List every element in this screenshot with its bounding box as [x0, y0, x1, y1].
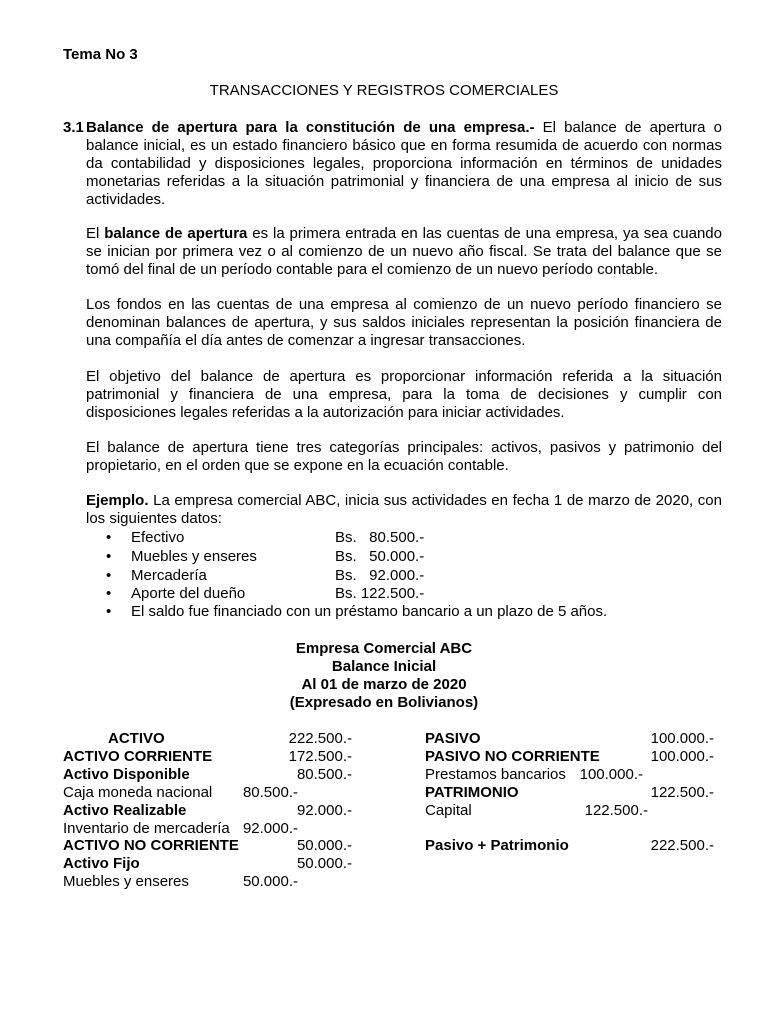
topic-label: Tema No 3 — [63, 46, 138, 63]
balance-date: Al 01 de marzo de 2020 — [301, 676, 467, 693]
balance-company-name: Empresa Comercial ABC — [295, 640, 473, 657]
inventario-value: 92.000.- — [242, 820, 298, 837]
pasivo-no-corriente-total: 100.000.- — [650, 748, 714, 765]
list-item — [106, 548, 726, 566]
p4-line-1: El objetivo del balance de apertura es proporcionar información referida a la situación — [86, 368, 722, 385]
section-paragraph-2 — [86, 225, 722, 279]
p1-line-1: El balance de apertura o — [542, 119, 722, 136]
example-line-2: los siguientes datos: — [86, 510, 222, 527]
section-paragraph-1 — [86, 119, 722, 209]
bullet-label: Aporte del dueño — [131, 585, 246, 602]
bullet-icon: • — [106, 567, 112, 584]
activo-realizable-total: 92.000.- — [296, 802, 352, 819]
p3-line-1: Los fondos en las cuentas de una empresa al comienzo de un nuevo período financiero se — [86, 296, 722, 313]
list-item — [106, 603, 726, 621]
p2-line-3: tomó del final de un período contable para el comienzo de un nuevo período contable. — [86, 261, 659, 278]
p3-line-2: denominan balances de apertura, y sus saldos iniciales representan la posición financiera de — [86, 314, 722, 331]
p1-line-3: da contabilidad y disposiciones legales, proporciona información en términos de unidades — [86, 155, 722, 172]
pasivo-patrimonio-total: 222.500.- — [650, 837, 714, 854]
caja-label: Caja moneda nacional — [63, 784, 213, 801]
bullet-icon: • — [106, 529, 112, 546]
capital-label: Capital — [425, 802, 472, 819]
activo-fijo-total: 50.000.- — [296, 855, 352, 872]
balance-title: Balance Inicial — [331, 658, 437, 675]
bullet-amount: Bs. 50.000.- — [335, 548, 425, 565]
bullet-label: Mercadería — [131, 567, 207, 584]
example-paragraph — [86, 492, 722, 528]
p2-prefix: El — [86, 225, 105, 242]
patrimonio-total: 122.500.- — [650, 784, 714, 801]
document-title: TRANSACCIONES Y REGISTROS COMERCIALES — [209, 82, 559, 99]
balance-currency-note: (Expresado en Bolivianos) — [289, 694, 479, 711]
activo-fijo-label: Activo Fijo — [63, 855, 140, 872]
prestamos-value: 100.000.- — [579, 766, 643, 783]
section-paragraph-4 — [86, 368, 722, 422]
bullet-label: Muebles y enseres — [131, 548, 257, 565]
activo-corriente-label: ACTIVO CORRIENTE — [63, 748, 213, 765]
bullet-amount: Bs. 122.500.- — [335, 585, 425, 602]
bullet-icon: • — [106, 585, 112, 602]
example-label: Ejemplo. — [86, 492, 149, 509]
list-item — [106, 529, 726, 547]
prestamos-label: Prestamos bancarios — [425, 766, 566, 783]
capital-value: 122.500.- — [584, 802, 648, 819]
activo-total: 222.500.- — [288, 730, 352, 747]
bullet-amount: Bs. 92.000.- — [335, 567, 425, 584]
example-line-1: La empresa comercial ABC, inicia sus actividades en fecha 1 de marzo de 2020, con — [148, 492, 722, 509]
p5-line-2: propietario, en el orden que se expone en la ecuación contable. — [86, 457, 509, 474]
pasivo-total: 100.000.- — [650, 730, 714, 747]
p2-line-1: es la primera entrada en las cuentas de una empresa, ya sea cuando — [247, 225, 722, 242]
activo-disponible-total: 80.500.- — [296, 766, 352, 783]
p1-line-4: monetarias referidas a la situación patrimonial y financiera de una empresa al inicio de sus — [86, 173, 722, 190]
p3-line-3: una compañía el día antes de comenzar a ingresar transacciones. — [86, 332, 526, 349]
patrimonio-label: PATRIMONIO — [425, 784, 519, 801]
section-number: 3.1 — [63, 119, 84, 136]
bullet-icon: • — [106, 603, 112, 620]
p4-line-3: disposiciones legales referidas a la autorización para iniciar actividades. — [86, 404, 565, 421]
pasivo-label: PASIVO — [425, 730, 481, 747]
p4-line-2: patrimonial y financiera de una empresa, para la toma de decisiones y cumplir con — [86, 386, 722, 403]
caja-value: 80.500.- — [242, 784, 298, 801]
p5-line-1: El balance de apertura tiene tres categorías principales: activos, pasivos y patrimonio del — [86, 439, 722, 456]
bullet-label: Efectivo — [131, 529, 185, 546]
muebles-value: 50.000.- — [242, 873, 298, 890]
p1-line-5: actividades. — [86, 191, 166, 208]
p2-bold-term: balance de apertura — [104, 225, 248, 242]
section-paragraph-3 — [86, 296, 722, 350]
p2-line-2: se inician por primera vez o al comienzo de un nuevo año fiscal. Se trata del balance que se — [86, 243, 722, 260]
activo-realizable-label: Activo Realizable — [63, 802, 187, 819]
inventario-label: Inventario de mercadería — [63, 820, 230, 837]
bullet-icon: • — [106, 548, 112, 565]
pasivo-no-corriente-label: PASIVO NO CORRIENTE — [425, 748, 600, 765]
list-item — [106, 585, 726, 603]
activo-corriente-total: 172.500.- — [288, 748, 352, 765]
bullet-amount: Bs. 80.500.- — [335, 529, 425, 546]
pasivo-patrimonio-label: Pasivo + Patrimonio — [425, 837, 569, 854]
activo-label: ACTIVO — [108, 730, 165, 747]
activo-disponible-label: Activo Disponible — [63, 766, 190, 783]
muebles-label: Muebles y enseres — [63, 873, 189, 890]
activo-no-corriente-total: 50.000.- — [296, 837, 352, 854]
list-item — [106, 567, 726, 585]
p1-line-2: balance inicial, es un estado financiero básico que en forma resumida de acuerdo con normas — [86, 137, 722, 154]
activo-no-corriente-label: ACTIVO NO CORRIENTE — [63, 837, 239, 854]
section-title: Balance de apertura para la constitución de una empresa.- — [86, 119, 535, 136]
section-paragraph-5 — [86, 439, 722, 475]
bullet-label: El saldo fue financiado con un préstamo bancario a un plazo de 5 años. — [131, 603, 608, 620]
